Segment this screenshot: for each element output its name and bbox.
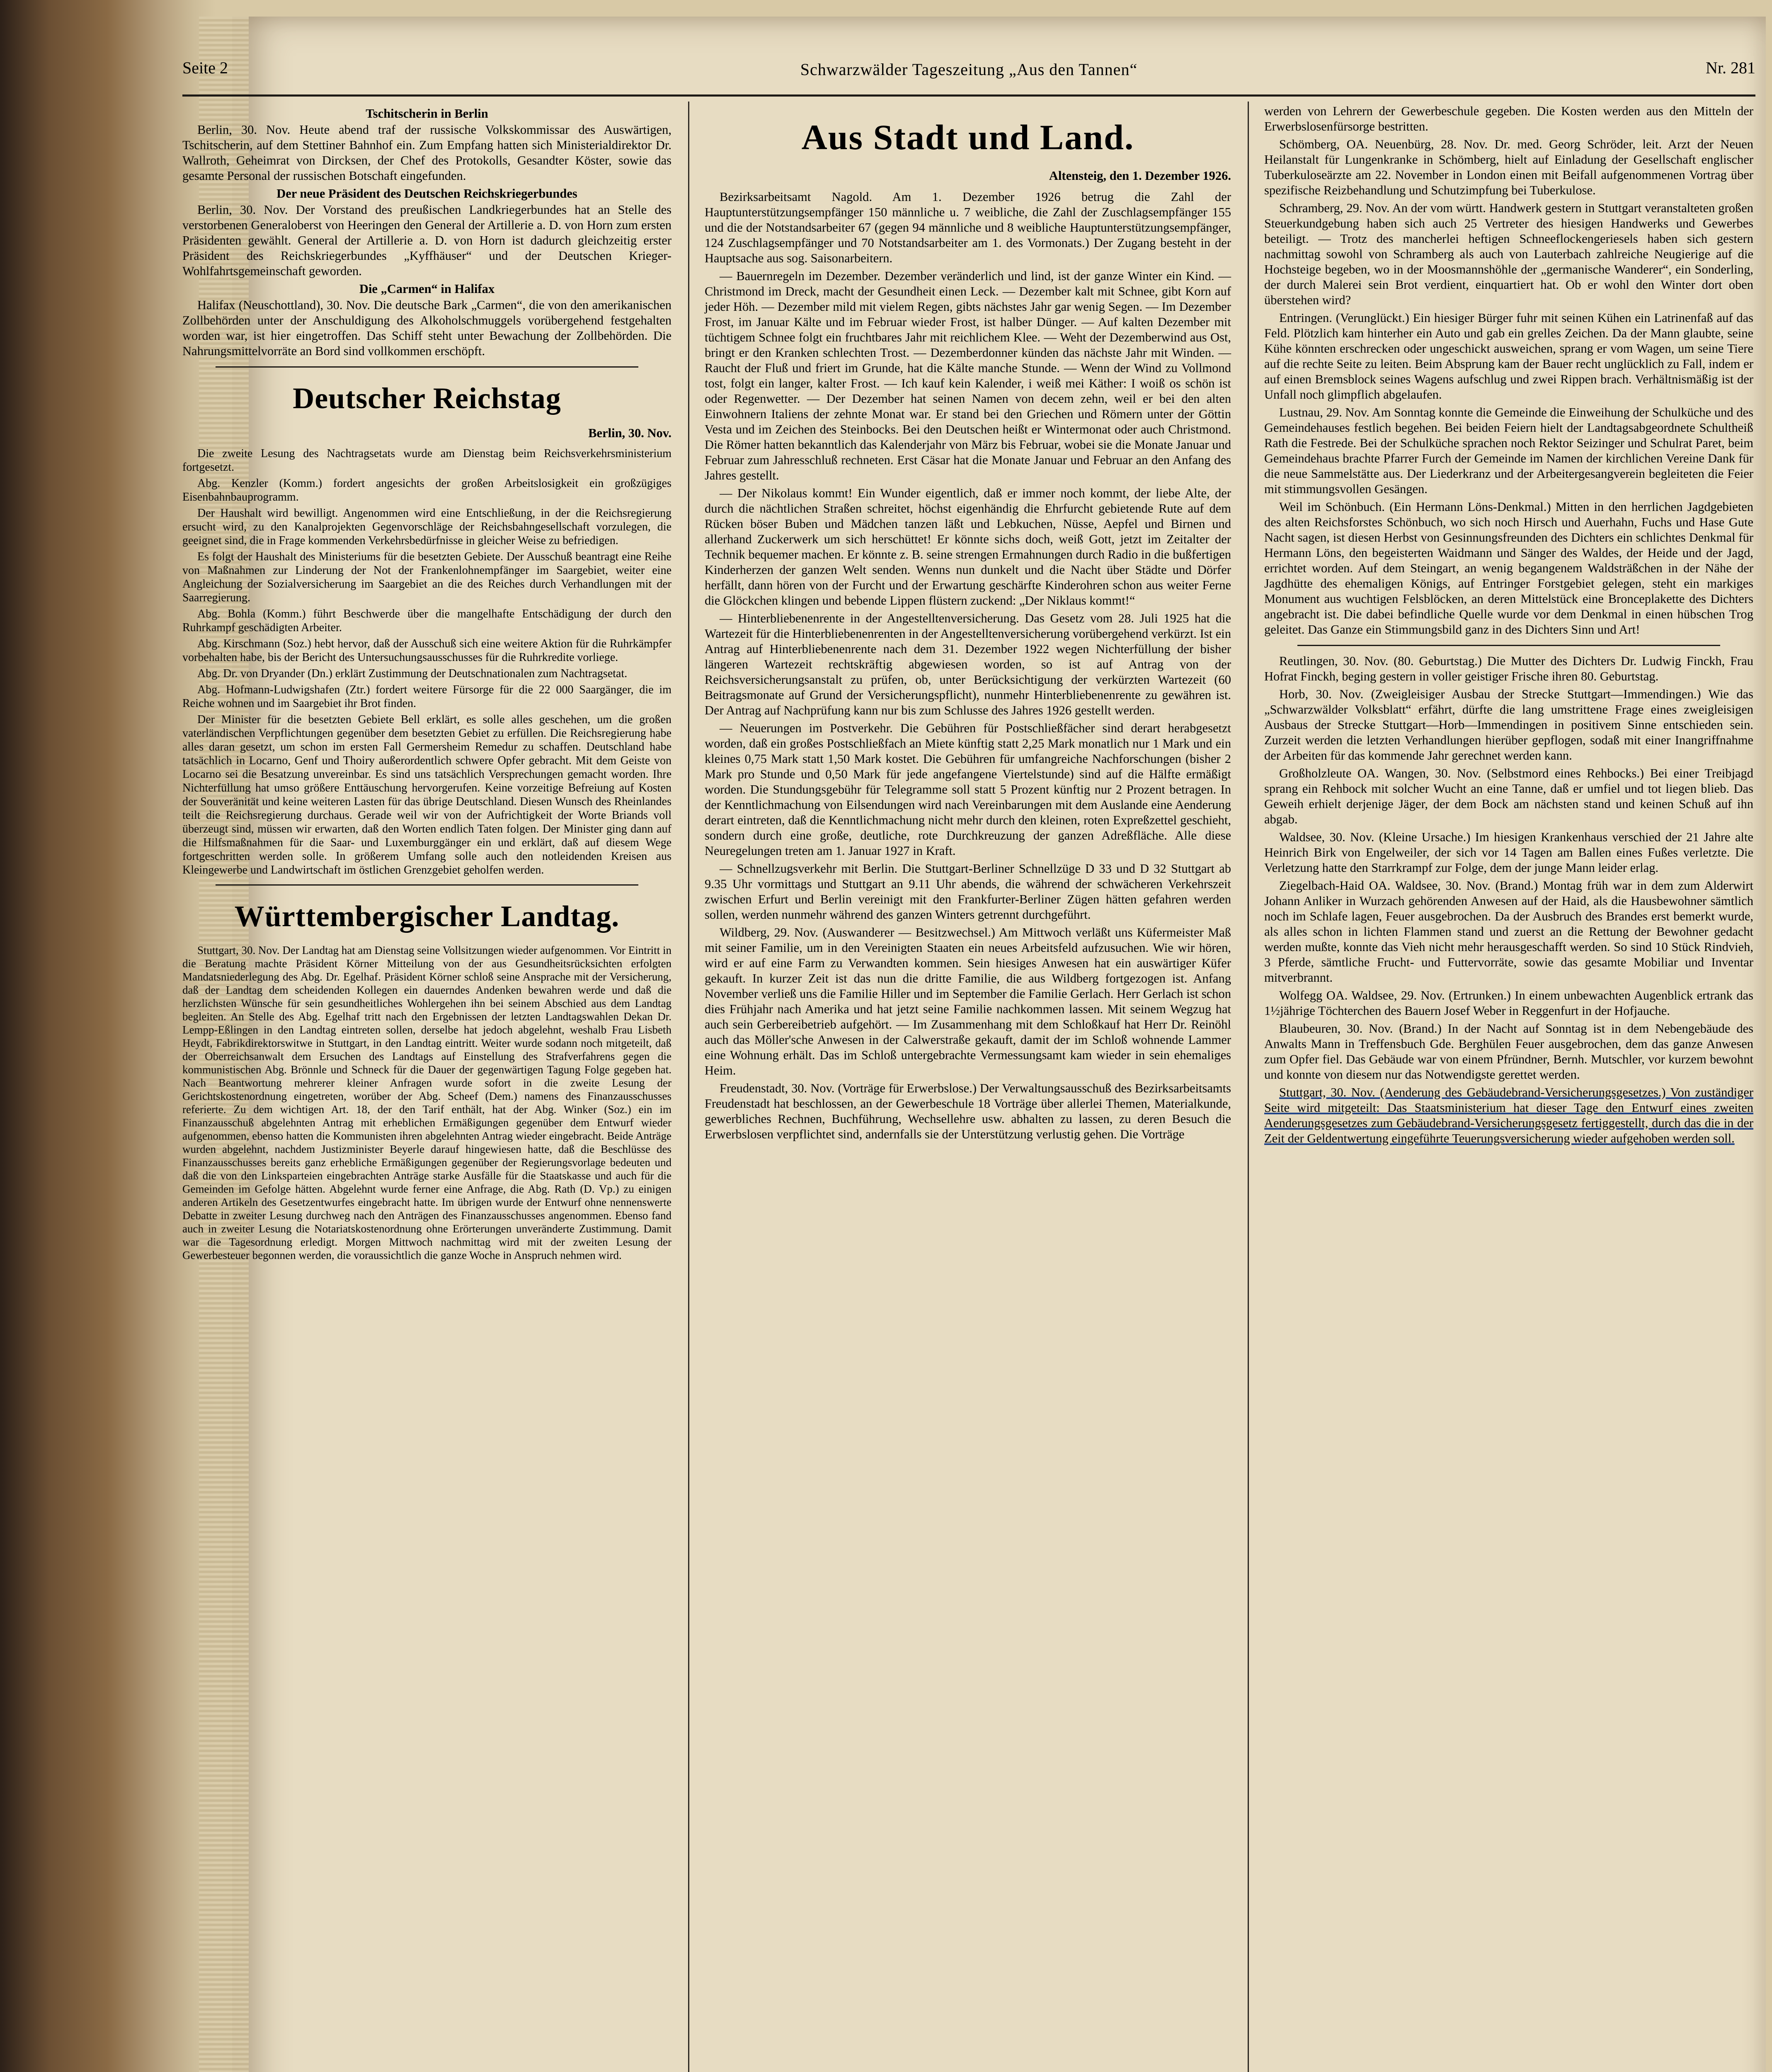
article-text: Horb, 30. Nov. (Zweigleisiger Ausbau der Strecke Stuttgart—Immendingen.) Wie das „Schwarzwälder Volksblatt“ erfährt, dürfte die lang umstrittene Frage eines zweigleisigen Ausbaus der Strecke Stuttgart—Horb—Immendingen in positivem Sinne entschieden sein. Zurzeit werden die letzten Verhandlungen hierüber gepflogen, sodaß mit einer Inangriffnahme der Arbeiten für das kommende Jahr gerechnet werden kann. [1264,687,1753,762]
article-text: Freudenstadt, 30. Nov. (Vorträge für Erwerbslose.) Der Verwaltungsausschuß des Bezirksarbeitsamts Freudenstadt hat beschlossen, an der Gewerbeschule 18 Vorträge über allerlei Themen, Materialkunde, gewerbliches Rechnen, Buchführung, Wechsellehre usw. abhalten zu lassen, zu deren Besuch die Erwerbslosen verpflichtet sind, andernfalls sie der Unterstützung verlustig gehen. Die Vorträge [705,1081,1231,1141]
article-text: Der Haushalt wird bewilligt. Angenommen wird eine Entschließung, in der die Reichsregierung ersucht wird, zu den Kanalprojekten Gegenvorschläge der Reichsbahngesellschaft vorzulegen, die geeignet sind, die in Frage kommenden Verkehrsbedürfnisse in gleicher Weise zu befriedigen. [182,507,671,547]
article-text: Waldsee, 30. Nov. (Kleine Ursache.) Im hiesigen Krankenhaus verschied der 21 Jahre alte Heinrich Birk von Engelweiler, der sich vor 14 Tagen am Ballen eines Fußes verletzte. Die Verletzung hatte den Starrkrampf zur Folge, dem der junge Mann leider erlag. [1264,830,1753,875]
article-text: Ziegelbach-Haid OA. Waldsee, 30. Nov. (Brand.) Montag früh war in dem zum Alderwirt Johann Anliker in Wurzach gehörenden Anwesen auf der Haid, als die Hausbewohner sämtlich noch im Schlafe lagen, Feuer ausgebrochen. Da der Ausbruch des Brandes erst bemerkt wurde, als alles schon in lichten Flammen stand und zuerst an die Rettung der Bewohner gedacht werden mußte, konnte das Vieh nicht mehr herausgeschafft werden. So sind 10 Stück Rindvieh, 3 Pferde, sämtliche Frucht- und Futtervorräte, sowie das gesamte Mobiliar und Inventar mitverbrannt. [1264,879,1753,985]
article-text: Abg. Hofmann-Ludwigshafen (Ztr.) fordert weitere Fürsorge für die 22 000 Saargänger, die im Reiche wohnen und im Saargebiet ihr Brot finden. [182,683,671,710]
article-text: Es folgt der Haushalt des Ministeriums für die besetzten Gebiete. Der Ausschuß beantragt eine Reihe von Maßnahmen zur Linderung der Not der Frankenlohnempfänger im Saargebiet, weiter eine Angleichung der Sozialversicherung im Saargebiet an die des Reiches durch Verhandlungen mit der Saarregierung. [182,550,671,604]
newspaper-title: Schwarzwälder Tageszeitung „Aus den Tannen“ [800,60,1138,79]
article-text: Lustnau, 29. Nov. Am Sonntag konnte die Gemeinde die Einweihung der Schulküche und des Gemeindehauses festlich begehen. Bei beiden Feiern hielt der Landtagsabgeordnete Schultheiß Rath die Festrede. Bei der Schulküche sprachen noch Rektor Seizinger und Schulrat Paret, beim Gemeindehaus brachte Pfarrer Furch der Gemeinde im Namen der kirchlichen Vereine Dank für die neue Sammelstätte aus. Der Liederkranz und der Arbeitergesangverein begleiteten die Feier mit stimmungsvollen Gesängen. [1264,405,1753,496]
section-divider [216,366,638,368]
article-text: — Der Nikolaus kommt! Ein Wunder eigentlich, daß er immer noch kommt, der liebe Alte, der durch die nächtlichen Straßen schreitet, höchst eigenhändig die Ehrfurcht gebietende Rute auf dem Rücken böser Buben und Mädchen tanzen läßt und Lebkuchen, Nüsse, Aepfel und Birnen und allerhand Zuckerwerk um sich herschüttet! Er könnte sichs doch, weiß Gott, jetzt im Zeitalter der Technik bequemer machen. Er könnte z. B. seine strengen Ermahnungen durch Radio in die bußfertigen Kinderherzen der ganzen Welt senden. Wenns nun dunkelt und die Nacht über Städte und Dörfer herfällt, dann hören von der Furcht und der Erwartung geschärfte Kinderohren schon aus weiter Ferne die Glöckchen klingen und bebende Lippen flüstern zuckend: „Der Niklaus kommt!“ [705,486,1231,608]
article-text: Berlin, 30. Nov. Der Vorstand des preußischen Landkriegerbundes hat an Stelle des verstorbenen Generaloberst von Heeringen den General der Artillerie a. D. von Horn zum ersten Präsidenten gewählt. General der Artillerie a. D. von Horn ist dadurch gleichzeitig erster Präsident des Reichskriegerbundes „Kyffhäuser“ und der Deutschen Krieger-Wohlfahrtsgemeinschaft geworden. [182,203,671,278]
dateline: Altensteig, den 1. Dezember 1926. [1049,169,1231,183]
article-text: Abg. Dr. von Dryander (Dn.) erklärt Zustimmung der Deutschnationalen zum Nachtragsetat. [197,667,628,680]
article-text: Entringen. (Verunglückt.) Ein hiesiger Bürger fuhr mit seinen Kühen ein Latrinenfaß auf das Feld. Plötzlich kam hinterher ein Auto und gab ein grelles Zeichen. Da der Mann glaubte, seine Kühe könnten erschrecken oder ungeschickt ausweichen, sprang er vom Wagen, um seine Tiere auf die rechte Seite zu leiten. Beim Absprung kam der Bauer recht unglücklich zu Fall, indem er auf einen Bremsblock seines Wagens aufschlug und zwei Rippen brach. Verhältnismäßig ist der Unfall noch glimpflich abgelaufen. [1264,311,1753,402]
section-divider [216,884,638,886]
issue-number: Nr. 281 [1706,58,1755,77]
section-heading-reichstag: Deutscher Reichstag [293,382,561,415]
article-text: Abg. Bohla (Komm.) führt Beschwerde über die mangelhafte Entschädigung der durch den Ruhrkampf geschädigten Arbeiter. [182,608,671,634]
dateline: Berlin, 30. Nov. [588,426,671,440]
article-text: Reutlingen, 30. Nov. (80. Geburtstag.) Die Mutter des Dichters Dr. Ludwig Finckh, Frau Hofrat Finckh, beging gestern in voller geistiger Frische ihren 80. Geburtstag. [1264,654,1753,683]
article-heading: Die „Carmen“ in Halifax [359,282,495,296]
article-text: — Neuerungen im Postverkehr. Die Gebühren für Postschließfächer sind derart herabgesetzt worden, daß ein großes Postschließfach an Miete künftig statt 2,25 Mark monatlich nur 1 Mark und ein kleines 0,75 Mark statt 1,50 Mark kostet. Die Gebühren für umfangreiche Nachforschungen (bisher 2 Mark pro Stunde und 0,50 Mark für jede angefangene Viertelstunde) sind auf die Hälfte ermäßigt worden. Die Stundungsgebühr für Telegramme soll statt 5 Prozent künftig nur 2 Prozent betragen. In der Kenntlichmachung von Eilsendungen wird nach Vereinbarungen mit dem Auslande eine Aenderung derart eintreten, daß die Kenntlichmachung nicht mehr durch den kleinen, roten Expreßzettel geschieht, sondern durch eine große, deutliche, rote Durchkreuzung der ganzen Adreßfläche. Alle diese Neuregelungen treten am 1. Januar 1927 in Kraft. [705,721,1231,858]
article-text: — Bauernregeln im Dezember. Dezember veränderlich und lind, ist der ganze Winter ein Kind. — Christmond im Dreck, macht der Gesundheit einen Leck. — Dezember kalt mit Schnee, gibt Korn auf jeder Höh. — Dezember mild mit vielem Regen, gibts nächstes Jahr gar wenig Segen. — Im Dezember Frost, im Januar Kälte und im Februar wieder Frost, ist halber Dünger. — Auf kalten Dezember mit tüchtigem Schnee folgt ein fruchtbares Jahr mit reichlichem Klee. — Weht der Dezemberwind aus Ost, bringt er den Kranken schlechten Trost. — Dezemberdonner künden das nächste Jahr mit Winden. — Raucht der Fluß und friert im Grunde, hat die Kälte manche Stunde. — Wenn der Wind zu Vollmond tost, folgt ein langer, kalter Frost. — Ich kauf kein Kalender, i weiß mei Käther: I woiß os schön ist oder Regenwetter. — Der Dezember hat seinen Namen von decem zehn, weil er bei den alten Einwohnern Italiens der zehnte Monat war. Er stand bei den Griechen und Römern unter der Göttin Vesta und im Zeichen des Steinbocks. Bei den Deutschen heißt er Wintermonat oder auch Christmond. Die Römer hatten bekanntlich das Kalenderjahr von März bis Februar, wobei sie die Monate Januar und Februar zum Jahresschluß rechneten. Erst Cäsar hat die Monate Januar und Februar an den Anfang des Jahres gestellt. [705,269,1231,482]
article-text: Die zweite Lesung des Nachtragsetats wurde am Dienstag beim Reichsverkehrsministerium fortgesetzt. [182,447,671,474]
article-text: Abg. Kirschmann (Soz.) hebt hervor, daß der Ausschuß sich eine weitere Aktion für die Ruhrkämpfer vorbehalten habe, bis der Bericht des Untersuchungsausschusses für die Ruhrkredite vorliege. [182,637,671,664]
section-heading-stadt-und-land: Aus Stadt und Land. [801,117,1134,157]
column-1 [182,104,671,1264]
article-text: Abg. Kenzler (Komm.) fordert angesichts der großen Arbeitslosigkeit ein großzügiges Eisenbahnbauprogramm. [182,477,671,503]
article-text: Wolfegg OA. Waldsee, 29. Nov. (Ertrunken.) In einem unbewachten Augenblick ertrank das 1½jährige Töchterchen des Bauern Josef Weber in Reggenfurt in der Hofjauche. [1264,988,1753,1018]
article-text: Wildberg, 29. Nov. (Auswanderer — Besitzwechsel.) Am Mittwoch verläßt uns Küfermeister Maß mit seiner Familie, um in den Vereinigten Staaten ein neues Arbeitsfeld aufzusuchen. Wie wir hören, wird er auf eine Farm zu Verwandten kommen. Sein hiesiges Anwesen hat ein auswärtiger Küfer gekauft. In kurzer Zeit ist das nun die dritte Familie, die aus Wildberg fortgezogen ist. Anfang November verließ uns die Familie Hiller und im September die Familie Gerlach. Herr Gerlach ist schon dies Frühjahr nach Amerika und hat jetzt seine Familie nachkommen lassen. Mit seinem Wegzug hat auch sein Gerbereibetrieb aufgehört. — Im Zusammenhang mit dem Schloßkauf hat Herr Dr. Reinöhl auch das Möller'sche Anwesen in der Calwerstraße gekauft, damit der im Schloß wohnende Lammer eine Wohnung erhält. Das im Schloß untergebrachte Vermessungsamt kam wieder in sein ehemaliges Heim. [705,925,1231,1077]
section-divider [1297,645,1720,646]
column-3 [1264,104,1753,1149]
article-text: Schramberg, 29. Nov. An der vom württ. Handwerk gestern in Stuttgart veranstalteten großen Steuerkundgebung haben sich auch 25 Vertreter des hiesigen Handwerks und Gewerbes beteiligt. — Trotz des mancherlei heftigen Schneeflockengeriesels haben sich gestern nachmittag sowohl von Schramberg als auch von Lauterbach zahlreiche Neugierige auf die Hochsteige begeben, wo in der Moosmannshöhle der „germanische Wanderer“, ein Sonderling, der durch Malerei sein Brot verdient, einquartiert hat. Ob er wohl den Winter dort oben überstehen wird? [1264,201,1753,307]
article-text: Der Minister für die besetzten Gebiete Bell erklärt, es solle alles geschehen, um die großen vaterländischen Verpflichtungen gegenüber dem besetzten Gebiet zu erfüllen. Die Reichsregierung habe alles daran gesetzt, um schon im ersten Fall Germersheim Remedur zu schaffen. Deutschland habe tatsächlich in Locarno, Genf und Thoiry außerordentlich schwere Opfer gebracht. Mit dem Geiste von Locarno sei die Besatzung unvereinbar. Es sind uns tatsächlich Versprechungen gemacht worden. Ihre Nichterfüllung hat umso größere Enttäuschung hervorgerufen. Keine vorzeitige Befreiung auf Kosten der Souveränität und keine weiteren Lasten für das übrige Deutschland. Diesen Wunsch des Rheinlandes teilt die Reichsregierung durchaus. Gerade weil wir von der Aufrichtigkeit der Worte Briands voll überzeugt sind, müssen wir erwarten, daß den Worten endlich Taten folgen. Der Minister ging dann auf die Hilfsmaßnahmen für die Saar- und Luxemburggänger ein und erklärt, daß auf diesem Wege fortgeschritten werden solle. In größerem Umfang solle auch den notleidenden Kreisen aus Kleingewerbe und Landwirtschaft im östlichen Grenzgebiet geholfen werden. [182,713,671,876]
article-text: — Hinterbliebenenrente in der Angestelltenversicherung. Das Gesetz vom 28. Juli 1925 hat die Wartezeit für die Hinterbliebenenrenten in der Angestelltenversicherung vorübergehend verkürzt. Ist ein Antrag auf Hinterbliebenenrente nach dem 31. Dezember 1922 wegen Nichterfüllung der bisher längeren Wartezeit rechtskräftig abgewiesen worden, so ist auf Antrag von der Reichsversicherungsanstalt zu prüfen, ob, unter Berücksichtigung der verkürzten Wartezeit (60 Beitragsmonate auf Grund der Versicherungspflicht), nunmehr Hinterbliebenenrente zu gewähren ist. Der Antrag auf Nachprüfung kann nur bis zum Schlusse des Jahres 1926 gestellt werden. [705,611,1231,717]
article-text: — Schnellzugsverkehr mit Berlin. Die Stuttgart-Berliner Schnellzüge D 33 und D 32 Stuttgart ab 9.35 Uhr vormittags und Stuttgart an 9.11 Uhr abends, die während der schwächeren Verkehrszeit zwischen Erfurt und Berlin vereinigt mit den Frankfurter-Berliner Zügen hätten gefahren werden sollen, werden nunmehr während des ganzen Winters getrennt durchgeführt. [705,862,1231,922]
article-text: Blaubeuren, 30. Nov. (Brand.) In der Nacht auf Sonntag ist in dem Nebengebäude des Anwalts Mann in Treffensbuch Gde. Berghülen Feuer ausgebrochen, dem das ganze Anwesen zum Opfer fiel. Das Gebäude war von einem Pfründner, Bernh. Mutschler, vor kurzem bewohnt und konnte von diesem nur das Notwendigste gerettet werden. [1264,1021,1753,1082]
article-text: Weil im Schönbuch. (Ein Hermann Löns-Denkmal.) Mitten in den herrlichen Jagdgebieten des alten Reichsforstes Schönbuch, wo sich noch Hirsch und Auerhahn, Fuchs und Hase Gute Nacht sagen, ist diesen Herbst von Gesinnungsfreunden des Dichters ein schlichtes Denkmal für Hermann Löns, den begeisterten Waidmann und Sänger des Waldes, der Heide und der Jagd, errichtet worden. Auf dem Steingart, an wenig begangenem Waldsträßchen in der Nähe der Jagdhütte des ehemaligen Königs, auf Entringer Forstgebiet gelegen, steht ein markiges Monument aus wuchtigen Felsblöcken, an deren Mittelstück eine Bronceplakette des Dichters angebracht ist. Die dabei befindliche Quelle wurde vor dem Denkmal in einen hübschen Trog geleitet. Das Ganze ein Stimmungsbild ganz in des Dichters Sinn und Art! [1264,500,1753,637]
article-text: werden von Lehrern der Gewerbeschule gegeben. Die Kosten werden aus den Mitteln der Erwerbslosenfürsorge bestritten. [1264,104,1753,133]
article-heading: Der neue Präsident des Deutschen Reichskriegerbundes [276,186,577,201]
page-header [182,50,1755,87]
column-2 [705,104,1231,1145]
article-heading: Tschitscherin in Berlin [366,107,488,121]
article-text: Berlin, 30. Nov. Heute abend traf der russische Volkskommissar des Auswärtigen, Tschitscherin, auf dem Stettiner Bahnhof ein. Zum Empfang hatten sich Ministerialdirektor Dr. Wallroth, Geheimrat von Dircksen, der Chef des Protokolls, Gesandter Köster, sowie das gesamte Personal der russischen Botschaft eingefunden. [182,123,671,183]
page-number: Seite 2 [182,58,228,77]
landtag-report [182,944,671,1262]
section-heading-landtag: Württembergischer Landtag. [234,900,620,933]
article-text: Stuttgart, 30. Nov. (Aenderung des Gebäudebrand-Versicherungsgesetzes.) Von zuständiger Seite wird mitgeteilt: Das Staatsministerium hat dieser Tage den Entwurf eines zweiten Aenderungsgesetzes zum Gebäudebrand-Versicherungsgesetz fertiggestellt, durch das die in der Zeit der Geldentwertung eingeführte Teuerungsversicherung wieder aufgehoben werden soll. [1264,1085,1753,1145]
header-rule [182,94,1755,97]
reichstag-report [182,447,671,877]
article-text: Bezirksarbeitsamt Nagold. Am 1. Dezember 1926 betrug die Zahl der Hauptunterstützungsempfänger 150 männliche u. 7 weibliche, die Zahl der Zuschlagsempfänger 155 und die der Notstandsarbeiter 67 (gegen 94 männliche und 8 weibliche Hauptunterstützungsempfänger, 124 Zuschlagsempfänger und 70 Notstandsarbeiter am 1. des Vormonats.) Der Zugang besteht in der Hauptsache aus sog. Saisonarbeitern. [705,190,1231,265]
column-rule [688,102,689,2072]
column-rule [1248,102,1249,2072]
article-text: Großholzleute OA. Wangen, 30. Nov. (Selbstmord eines Rehbocks.) Bei einer Treibjagd sprang ein Rehbock mit solcher Wucht an eine Tanne, daß er umfiel und tot liegen blieb. Das Geweih erhielt derjenige Jäger, der dem Bock am nächsten stand und keinen Schuß auf ihn abgab. [1264,766,1753,826]
article-text: Schömberg, OA. Neuenbürg, 28. Nov. Dr. med. Georg Schröder, leit. Arzt der Neuen Heilanstalt für Lungenkranke in Schömberg, hielt auf Einladung der Gesellschaft englischer Tuberkuloseärzte am 22. November in London einen mit Beifall aufgenommenen Vortrag über spezifische Reizbehandlung und Schutzimpfung bei Tuberkulose. [1264,137,1753,197]
article-text: Stuttgart, 30. Nov. Der Landtag hat am Dienstag seine Vollsitzungen wieder aufgenommen. Vor Eintritt in die Beratung machte Präsident Körner Mitteilung von der aus Gesundheitsrücksichten erfolgten Mandatsniederlegung des Abg. Dr. Egelhaf. Präsident Körner schloß seine Ansprache mit der Versicherung, daß der Landtag dem scheidenden Kollegen ein dauerndes Andenken bewahren werde und daß die herzlichsten Wünsche für sein gesundheitliches Wohlergehen ihn bei seinem Abschied aus dem Landtag begleiten. An Stelle des Abg. Egelhaf tritt nach den Ergebnissen der letzten Landtagswahlen Dekan Dr. Lempp-Eßlingen in den Landtag eintreten sollen, derselbe hat jedoch abgelehnt, weshalb Frau Lisbeth Heydt, Fabrikdirektorswitwe in Stuttgart, in den Landtag eintritt. Weiter wurde sodann noch mitgeteilt, daß der Oberreichsanwalt dem Ersuchen des Landtags auf Einstellung des Strafverfahrens gegen die kommunistischen Abg. Brönnle und Schneck für die Dauer der gegenwärtigen Tagung Folge gegeben hat. Nach Beantwortung mehrerer kleiner Anfragen wurde sofort in die zweite Lesung der Gerichtskostenordnung eingetreten, worüber der Abg. Scheef (Dem.) namens des Finanzausschusses referierte. Zu dem wichtigen Art. 18, der den Tarif enthält, hat der Abg. Winker (Soz.) ein im Finanzausschuß abgelehnten Antrag mit erheblichen Ermäßigungen gegenüber dem Entwurf wieder aufgenommen, ebenso hatten die Kommunisten ihren abgelehnten Antrag wieder eingebracht. Beide Anträge wurden abgelehnt, nachdem Justizminister Beyerle darauf hingewiesen hatte, daß die Beschlüsse des Finanzausschusses bereits ganz erhebliche Ermäßigungen gegenüber der Regierungsvorlage bedeuten und daß die von den Linksparteien eingebrachten Anträge starke Ausfälle für die Staatskasse und auch für die Gemeinden im Gefolge hätten. Abgelehnt wurde ferner eine Anfrage, die Abg. Rath (D. Vp.) zu einigen anderen Artikeln des Gesetzentwurfes eingebracht hatte. Im übrigen wurde der Entwurf ohne nennenswerte Debatte in zweiter Lesung durchweg nach den Anträgen des Finanzausschusses angenommen. Ebenso fand auch in zweiter Lesung die Notariatskostenordnung ohne Erörterungen unveränderte Zustimmung. Damit war die Tagesordnung erledigt. Morgen Mittwoch nachmittag wird mit der zweiten Lesung der Gewerbesteuer begonnen werden, die voraussichtlich die ganze Woche in Anspruch nehmen wird. [182,944,671,1261]
article-text: Halifax (Neuschottland), 30. Nov. Die deutsche Bark „Carmen“, die von den amerikanischen Zollbehörden unter der Anschuldigung des Alkoholschmuggels vorübergehend festgehalten worden war, ist hier eingetroffen. Das Schiff steht unter Bewachung der Zollbehörden. Die Nahrungsmittelvorräte an Bord sind vollkommen erschöpft. [182,298,671,358]
